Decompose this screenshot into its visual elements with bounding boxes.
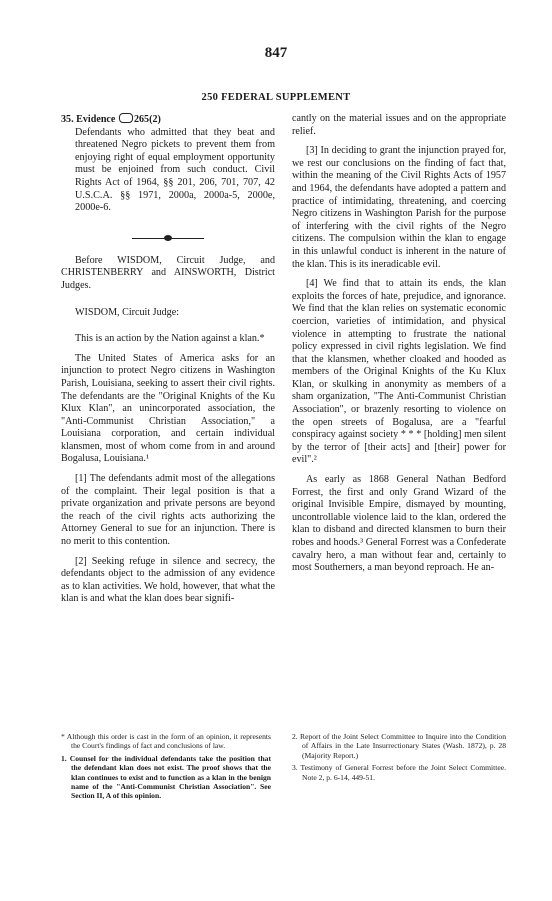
footnote: * Although this order is cast in the form of an opinion, it represents the Court's findings of fact and conclusions of law. <box>61 732 271 751</box>
opinion-paragraph: As early as 1868 General Nathan Bedford Forrest, the first and only Grand Wizard of the original Invisible Empire, dismayed by mounting, uncontrollable violence laid to the klan, ordered the klan to disband and directed klansmen to burn their robes and hoods.³ General Forrest was a Confederate cavalry hero, a man without fear and, certainly to most Southerners, a man beyond reproach. He an- <box>292 474 506 574</box>
headnote-key-ref: 265(2) <box>133 114 161 125</box>
opinion-paragraph: [4] We find that to attain its ends, the klan exploits the forces of hate, prejudice, and ignorance. We find that the klan relies on systematic economic coercion, varieties of intimidation, and physical violence in attempting to frustrate the national policy expressed in civil rights legislation. We find that the klansmen, whether cloaked and hooded as members of the Original Knights of the Ku Klux Klan, or skulking in anonymity as members of a sham organization, "The Anti-Communist Christian Association", or brazenly resorting to violence on the open streets of Bogalusa, are a "fearful conspiracy against society * * * [holding] men silent by the terror of [their acts] and [their] power for evil".² <box>292 278 506 466</box>
footnotes-left <box>61 732 271 804</box>
footnote: 3. Testimony of General Forrest before the Joint Select Committee. Note 2, p. 6-14, 449-51. <box>292 763 506 782</box>
headnote-title <box>61 113 275 127</box>
opinion-paragraph: [2] Seeking refuge in silence and secrecy, the defendants object to the admission of any evidence as to klan activities. We hold, however, that what the klan is and what the klan does bear signifi- <box>61 555 275 605</box>
divider-ornament <box>164 235 172 241</box>
headnote-body: Defendants who admitted that they beat and threatened Negro pickets to prevent them from enjoying right of equal employment opportunity must be enjoined from such conduct. Civil Rights Act of 1964, §§ 201, 206, 701, 707, 42 U.S.C.A. §§ 1971, 2000a, 2000a-5, 2000e, 2000e-6. <box>75 126 275 214</box>
opinion-paragraph: [3] In deciding to grant the injunction prayed for, we rest our conclusions on the finding of fact that, within the meaning of the Civil Rights Acts of 1957 and 1964, the defendants have adopted a pattern and practice of intimidating, threatening, and coercing Negro citizens in Washington Parish for the purpose of interfering with the civil rights of the Negro citizens. The compulsion within the klan to engage in this unlawful conduct is inherent in the nature of the klan. This is its ineradicable evil. <box>292 145 506 270</box>
page-number: 847 <box>264 45 288 61</box>
footnote: 1. Counsel for the individual defendants take the position that the defendant klan does not exist. The proof shows that the klan continues to exist and to function as a klan in the benign name of the "Anti-Communist Christian Association". See Section II, A of this opinion. <box>61 753 271 801</box>
headnote-title-text: 35. Evidence <box>61 114 116 125</box>
key-number-icon <box>119 113 133 123</box>
opinion-paragraph: cantly on the material issues and on the appropriate relief. <box>292 113 506 137</box>
opinion-paragraph: [1] The defendants admit most of the allegations of the complaint. Their legal position is that a private organization and private persons are beyond the reach of the civil rights acts authorizing the Attorney General to sue for an injunction. There is no merit to this contention. <box>61 473 275 548</box>
footnotes-right <box>292 732 506 785</box>
right-column <box>292 113 506 575</box>
judge-line: WISDOM, Circuit Judge: <box>75 306 180 318</box>
opinion-paragraph: The United States of America asks for an injunction to protect Negro citizens in Washington Parish, Louisiana, seeking to assert their civil rights. The defendants are the "Original Knights of the Ku Klux Klan", an unincorporated association, the "Anti-Communist Christian Association," a Louisiana corporation, and certain individual klansmen, most of whom come from in and around Bogalusa, Louisiana.¹ <box>61 352 275 465</box>
bench-line: Before WISDOM, Circuit Judge, and CHRISTENBERRY and AINSWORTH, District Judges. <box>61 254 275 291</box>
running-head: 250 FEDERAL SUPPLEMENT <box>201 92 351 103</box>
footnote: 2. Report of the Joint Select Committee to Inquire into the Condition of Affairs in the Late Insurrectionary States (Wash. 1872), p. 28 (Majority Report.) <box>292 732 506 760</box>
section-divider <box>132 235 204 241</box>
left-column <box>61 113 275 606</box>
opinion-paragraph: This is an action by the Nation against a klan.* <box>75 333 265 345</box>
